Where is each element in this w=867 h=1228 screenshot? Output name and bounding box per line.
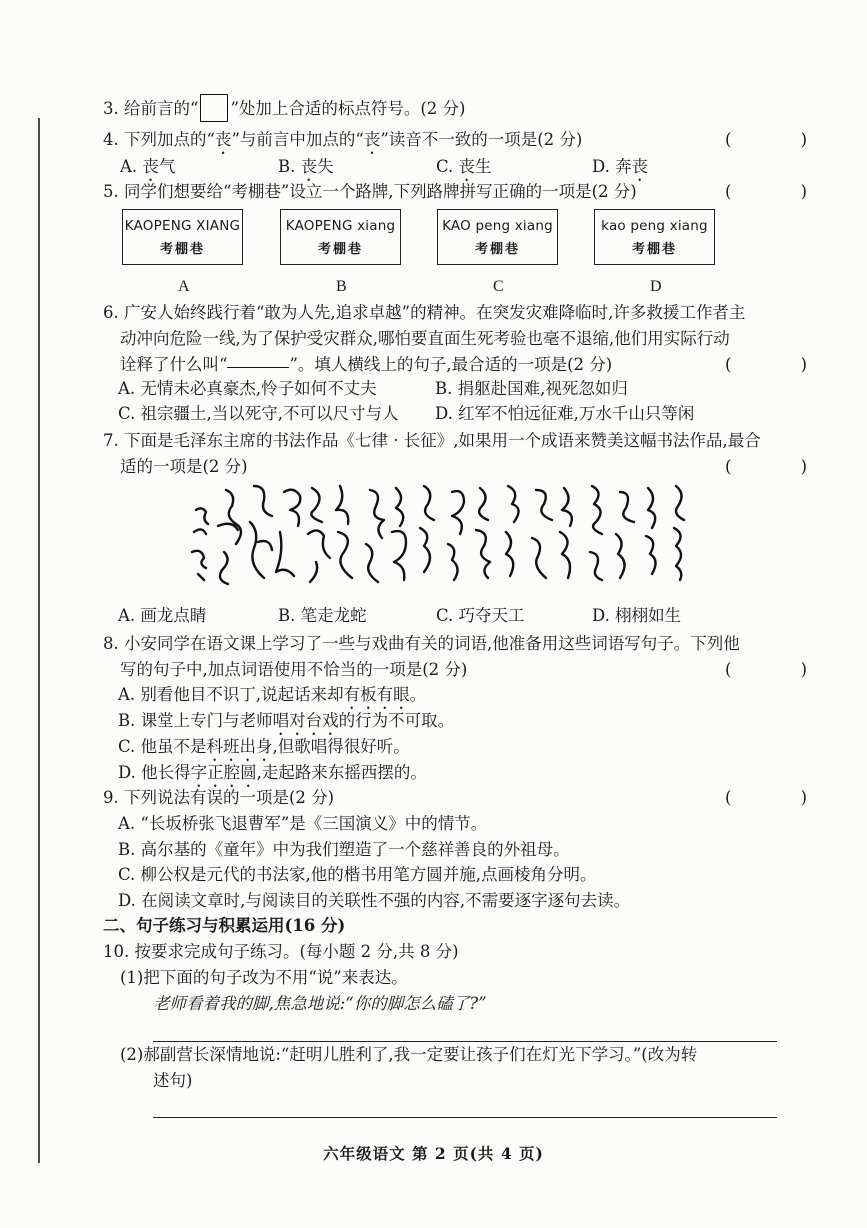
q7-option-a[interactable]: A. 画龙点睛	[118, 606, 207, 625]
question-10-sub2-line2: 述句)	[153, 1071, 193, 1090]
q7-option-d[interactable]: D. 栩栩如生	[592, 606, 682, 625]
sign-label-c: C	[493, 278, 504, 295]
answer-parentheses[interactable]: ( )	[725, 457, 840, 476]
q4-option-b[interactable]: B. 丧失	[278, 157, 334, 176]
question-5-stem: 5. 同学们想要给“考棚巷”设立一个路牌,下列路牌拼写正确的一项是(2 分)	[103, 182, 637, 201]
question-10-stem: 10. 按要求完成句子练习。(每小题 2 分,共 8 分)	[103, 942, 459, 961]
q8-option-c[interactable]: C. 他虽不是科班出身,但歌唱得很好听。	[118, 737, 410, 756]
q6-option-d[interactable]: D. 红军不怕远征难,万水千山只等闲	[435, 404, 695, 423]
question-7-line2: 适的一项是(2 分)	[120, 457, 248, 476]
sign-label-d: D	[650, 278, 662, 295]
answer-parentheses[interactable]: ( )	[725, 182, 840, 201]
answer-parentheses[interactable]: ( )	[725, 788, 840, 807]
q9-option-c[interactable]: C. 柳公权是元代的书法家,他的楷书用笔方圆并施,点画棱角分明。	[118, 865, 597, 884]
q4-option-a[interactable]: A. 丧气	[120, 157, 176, 176]
question-4-stem: 4. 下列加点的“丧”与前言中加点的“丧”读音不一致的一项是(2 分)	[103, 130, 583, 149]
road-sign-c[interactable]: KAO peng xiang 考棚巷	[437, 209, 558, 265]
question-6-line3: 诠释了什么叫“ ”。填人横线上的句子,最合适的一项是(2 分)	[120, 355, 613, 374]
q7-option-c[interactable]: C. 巧夺天工	[436, 606, 525, 625]
answer-parentheses[interactable]: ( )	[725, 660, 840, 679]
section-heading: 二、句子练习与积累运用(16 分)	[103, 916, 346, 935]
fill-blank[interactable]	[227, 367, 289, 368]
q4-option-c[interactable]: C. 丧生	[436, 157, 492, 176]
road-sign-d[interactable]: kao peng xiang 考棚巷	[594, 209, 715, 265]
q4-option-d[interactable]: D. 奔丧	[592, 157, 649, 176]
q8-option-d[interactable]: D. 他长得字正腔圆,走起路来东摇西摆的。	[118, 763, 427, 782]
road-sign-b[interactable]: KAOPENG xiang 考棚巷	[280, 209, 401, 265]
page-footer: 六年级语文 第 2 页(共 4 页)	[323, 1144, 544, 1163]
question-10-sub1-sentence: 老师看着我的脚,焦急地说:“你的脚怎么磕了?”	[153, 994, 487, 1013]
q9-option-d[interactable]: D. 在阅读文章时,与阅读目的关联性不强的内容,不需要逐字逐句去读。	[118, 891, 631, 910]
punctuation-answer-box[interactable]	[200, 94, 228, 122]
question-10-sub2-line1: (2)郝副营长深情地说:“赶明儿胜利了,我一定要让孩子们在灯光下学习。”(改为转	[120, 1045, 698, 1064]
question-7-line1: 7. 下面是毛泽东主席的书法作品《七律 · 长征》,如果用一个成语来赞美这幅书法作品,最合	[103, 431, 761, 450]
calligraphy-image	[188, 482, 698, 592]
q9-option-b[interactable]: B. 高尔基的《童年》中为我们塑造了一个慈祥善良的外祖母。	[118, 840, 570, 859]
question-8-line2: 写的句子中,加点词语使用不恰当的一项是(2 分)	[120, 660, 468, 679]
question-6-line2: 动冲向危险一线,为了保护受灾群众,哪怕要直面生死考验也毫不退缩,他们用实际行动	[120, 329, 730, 348]
question-3: 3. 给前言的“ ”处加上合适的标点符号。(2 分)	[103, 94, 466, 122]
answer-line-2[interactable]	[153, 1117, 777, 1118]
question-8-line1: 8. 小安同学在语文课上学习了一些与戏曲有关的词语,他准备用这些词语写句子。下列他	[103, 634, 740, 653]
q7-option-b[interactable]: B. 笔走龙蛇	[278, 606, 367, 625]
answer-parentheses[interactable]: ( )	[725, 355, 840, 374]
q9-option-a[interactable]: A. “长坂桥张飞退曹军”是《三国演义》中的情节。	[118, 814, 488, 833]
question-9-stem: 9. 下列说法有误的一项是(2 分)	[103, 788, 335, 807]
question-10-sub1: (1)把下面的句子改为不用“说”来表达。	[120, 968, 408, 987]
q6-option-c[interactable]: C. 祖宗疆土,当以死守,不可以尺寸与人	[118, 404, 399, 423]
road-sign-a[interactable]: KAOPENG XIANG 考棚巷	[122, 209, 243, 265]
q8-option-b[interactable]: B. 课堂上专门与老师唱对台戏的行为不可取。	[118, 711, 455, 730]
q6-option-a[interactable]: A. 无情未必真豪杰,怜子如何不丈夫	[118, 379, 377, 398]
sign-label-b: B	[336, 278, 347, 295]
sign-label-a: A	[178, 278, 190, 295]
binding-margin-line	[38, 118, 40, 1163]
answer-parentheses[interactable]: ( )	[725, 130, 840, 149]
answer-line-1[interactable]	[153, 1041, 777, 1042]
q8-option-a[interactable]: A. 别看他目不识丁,说起话来却有板有眼。	[118, 685, 427, 704]
q6-option-b[interactable]: B. 捐躯赴国难,视死忽如归	[435, 379, 628, 398]
question-6-line1: 6. 广安人始终践行着“敢为人先,追求卓越”的精神。在突发灾难降临时,许多救援工作者主	[103, 303, 746, 322]
